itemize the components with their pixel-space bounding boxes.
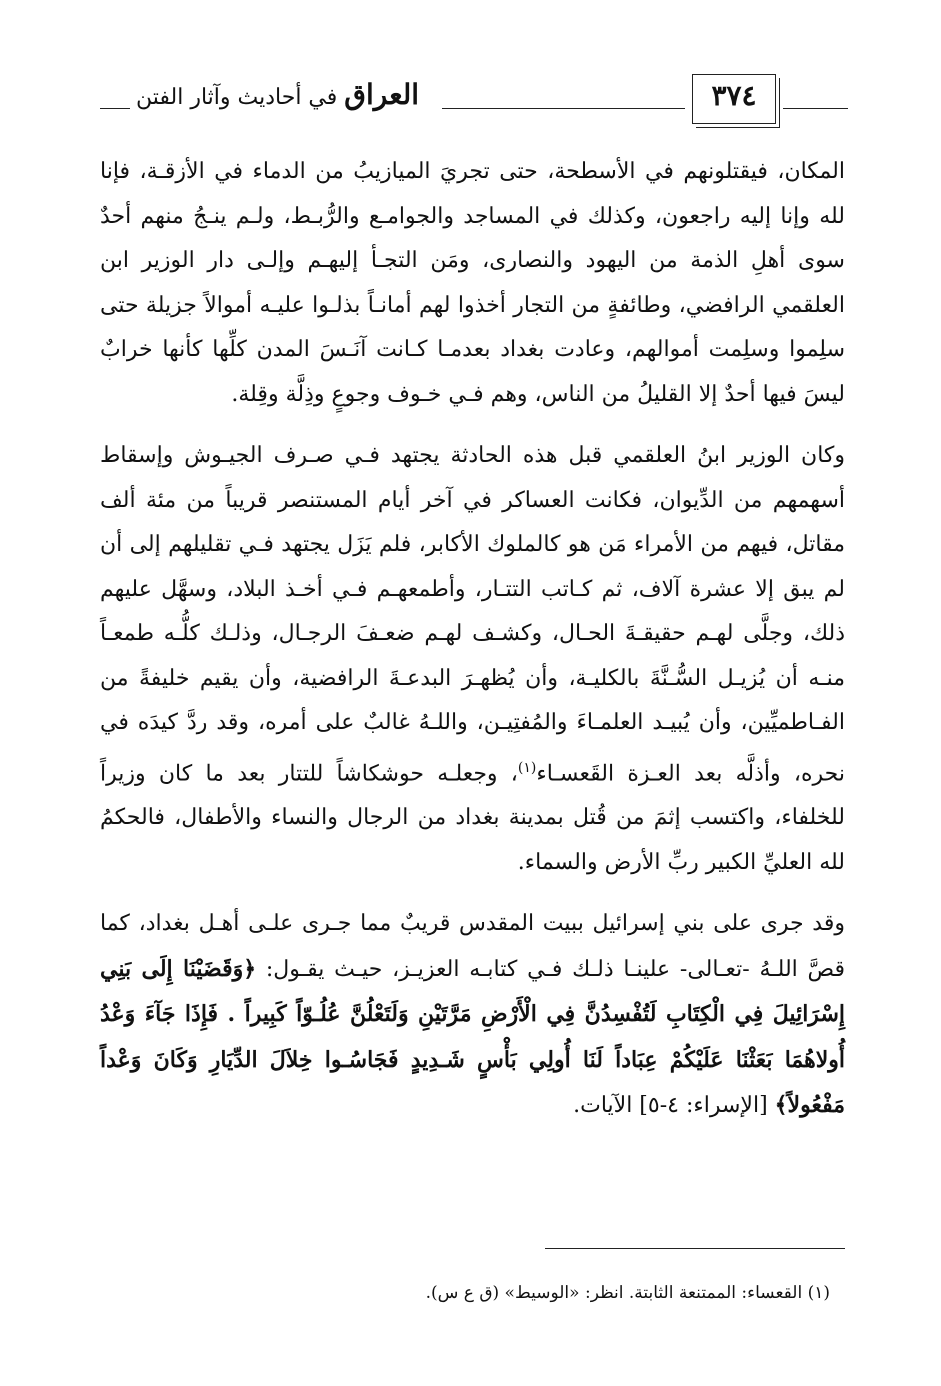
paragraph-2-part-a: وكان الوزير ابنُ العلقمي قبل هذه الحادثة يجتهد فـي صـرف الجيـوش وإسقاط أسهمهم من الدِّيوان، فكانت العساكر في آخر أيام المستنصر قريباً من مئة ألف مقاتل، فيهم من الأمراء مَن هو كالملوك الأكابر، فلم يَزَل يجتهد فـي تقليلهم إلى أن لم يبق إلا عشرة آلاف، ثم كـاتب التتـار، وأطمعهـم فـي أخـذ البلاد، وسهَّل عليهم ذلك، وجلَّى لهـم حقيقـةَ الحـال، وكشـف لهـم ضعـفَ الرجـال، وذلـك كلُّـه طمعـاً منـه أن يُزيـل السُّـنَّةَ بالكليـة، وأن يُظهـرَ البدعـةَ الرافضية، وأن يقيم خليفةً من الفـاطميِّين، وأن يُبيـد العلمـاءَ والمُفتِيـن، واللـهُ غالبٌ على أمره، وقد ردَّ كيدَه في نحره، وأذلَّه بعد العـزة القَعسـاء: [100, 443, 846, 786]
paragraph-1: المكان، فيقتلونهم في الأسطحة، حتى تجريَ الميازيبُ من الدماء في الأزقـة، فإنا لله وإنا إليه راجعون، وكذلك في المساجد والجوامـع والرُّبـط، ولـم ينـجُ منهم أحدٌ سوى أهلِ الذمة من اليهود والنصارى، ومَن التجـأ إليهـم وإلـى دار الوزير ابن العلقمي الرافضي، وطائفةٍ من التجار أخذوا لهم أمانـاً بذلـوا عليـه أموالاً جزيلة حتى سلِموا وسلِمت أموالهم، وعادت بغداد بعدمـا كـانت آنَـسَ المدن كلِّها كأنها خرابٌ ليسَ فيها أحدٌ إلا القليلُ من الناس، وهم فـي خـوف وجوعٍ وذِلَّة وقِلة.: [100, 159, 845, 407]
footnote-separator: [545, 1248, 845, 1249]
paragraph-2: [100, 434, 845, 885]
footnote-marker[interactable]: (١): [517, 759, 537, 776]
book-title-main: العراق: [344, 78, 420, 111]
page-header: [100, 70, 848, 130]
footnote: (١) القعساء: الممتنعة الثابتة. انظر: «الوسيط» (ق ع س).: [425, 1283, 830, 1303]
book-title-sub: في أحاديث وآثار الفتن: [136, 85, 338, 110]
paragraph-3-intro: وقد جرى على بني إسرائيل ببيت المقدس قريبٌ مما جـرى علـى أهـل بغداد، كما قصَّ اللـهُ -تعـالى- علينـا ذلـك فـي كتابـه العزيـز، حيـث يقـول:: [100, 911, 845, 982]
quran-verse: ﴿وَقَضَيْنَا إِلَى بَنِي إِسْرَائِيلَ فِي الْكِتَابِ لَتُفْسِدُنَّ فِي الْأَرْضِ مَرَّتَيْنِ وَلَتَعْلُنَّ عُلُـوّاً كَبِيراً . فَإِذَا جَآءَ وَعْدُ أُولاهُمَا بَعَثْنَا عَلَيْكُمْ عِبَاداً لَنَا أُولِي بَأْسٍ شَـدِيدٍ فَجَاسُـوا خِلاَلَ الدِّيَارِ وَكَانَ وَعْداً مَفْعُولاً﴾: [100, 955, 845, 1119]
paragraph-2-part-b: ، وجعلـه حوشكاشاً للتتار بعد ما كان وزيراً للخلفاء، واكتسب إثمَ من قُتل بمدينة بغداد من الرجال والنساء والأطفال، فالحكمُ لله العليِّ الكبير ربِّ الأرض والسماء.: [100, 760, 845, 875]
quran-reference: [الإسراء: ٤-٥] الآيات.: [573, 1093, 775, 1119]
page-number: ٣٧٤: [711, 79, 757, 112]
paragraph-3: [100, 902, 845, 1129]
page-number-box: [692, 74, 776, 124]
header-rule-right: [783, 108, 848, 109]
main-text: [100, 150, 845, 1146]
running-head-title: [130, 78, 442, 111]
